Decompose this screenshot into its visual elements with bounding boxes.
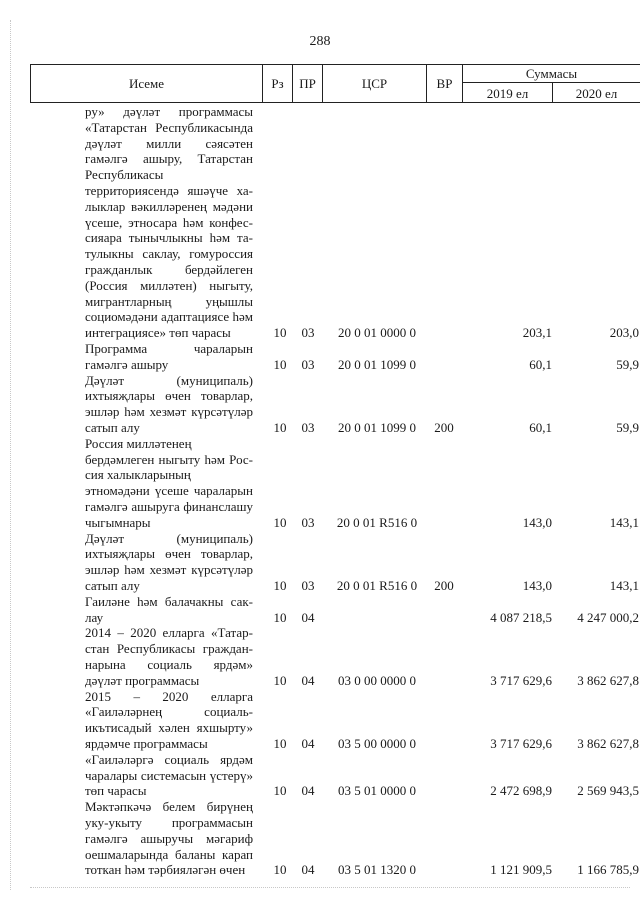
row-name-line: сия халыкларының <box>85 467 191 483</box>
row-name-line: тулыкны саклау, гомуроссия <box>85 246 253 262</box>
header-bottom-rule <box>30 102 640 103</box>
row-name <box>85 531 253 594</box>
row-name-line: территориясендә яшәүче ха- <box>85 182 253 198</box>
page-number: 288 <box>309 34 331 49</box>
row-name <box>85 104 253 341</box>
cell-sum-2020: 59,9 <box>616 419 639 435</box>
cell-rz: 10 <box>273 783 287 799</box>
row-name <box>85 594 253 626</box>
cell-csr: 20 0 01 1099 0 <box>338 356 416 372</box>
cell-sum-2019: 3 717 629,6 <box>490 672 552 688</box>
row-name-line: ру» дәүләт программасы <box>85 104 253 119</box>
cell-rz: 10 <box>273 514 287 530</box>
cell-sum-2020: 143,1 <box>609 577 639 593</box>
row-name <box>85 799 253 878</box>
header-rz: Рз <box>271 76 284 91</box>
row-name-line: 2015 – 2020 елларга <box>85 688 253 704</box>
cell-csr: 03 5 01 0000 0 <box>338 783 416 799</box>
table-row <box>0 341 640 373</box>
row-name <box>85 373 253 436</box>
row-name <box>85 341 253 373</box>
cell-pr: 04 <box>301 783 315 799</box>
row-name-line: тоткан һәм тәрбияләгән өчен <box>85 862 246 878</box>
row-name-line: Мәктәпкәчә белем бирүнең <box>85 799 253 815</box>
row-name-line: сияара тынычлыкны һәм та- <box>85 230 253 246</box>
cell-sum-2019: 143,0 <box>522 514 552 530</box>
row-name-line: уку-укыту программасын <box>85 814 253 830</box>
cell-vr: 200 <box>434 419 454 435</box>
row-name-line: гамәлгә ашыру, Татарстан <box>85 151 253 167</box>
row-name <box>85 752 253 799</box>
row-name-line: чыгымнары <box>85 514 151 530</box>
cell-csr: 03 5 01 1320 0 <box>338 862 416 878</box>
cell-rz: 10 <box>273 325 287 341</box>
row-name-line: Республикасы <box>85 167 164 183</box>
row-name-line: мигрантларның уңышлы <box>85 293 253 309</box>
row-name-line: сатып алу <box>85 577 140 593</box>
row-name-line: (Россия милләтен) ныгыту, <box>85 277 253 293</box>
header-top-rule <box>30 64 640 65</box>
cell-sum-2020: 3 862 627,8 <box>577 672 639 688</box>
cell-rz: 10 <box>273 577 287 593</box>
cell-rz: 10 <box>273 356 287 372</box>
header-sums-rule <box>462 82 640 83</box>
header-sums: Суммасы <box>525 66 578 81</box>
row-name-line: дәүләт милли сәясәтен <box>85 135 253 151</box>
cell-sum-2019: 4 087 218,5 <box>490 609 552 625</box>
row-name-line: этномәдәни үсеше чараларын <box>85 483 253 499</box>
cell-vr: 200 <box>434 577 454 593</box>
row-name-line: нарына социаль ярдәм» <box>85 656 253 672</box>
row-name-line: эшләр һәм хезмәт күрсәтүләр <box>85 562 253 578</box>
row-name-line: Россия милләтенең <box>85 435 192 451</box>
table-row <box>0 752 640 799</box>
header-year-2019: 2019 ел <box>486 86 529 101</box>
cell-csr: 20 0 01 0000 0 <box>338 325 416 341</box>
table-row <box>0 436 640 531</box>
row-name-line: үсеше, этносара һәм конфес- <box>85 214 253 230</box>
cell-sum-2019: 60,1 <box>529 356 552 372</box>
row-name-line: Гаиләне һәм балачакны сак- <box>85 593 253 609</box>
row-name-line: «Гаиләләргә социаль ярдәм <box>85 751 253 767</box>
cell-sum-2020: 1 166 785,9 <box>577 862 639 878</box>
row-name-line: оешмаларында баланы карап <box>85 846 253 862</box>
cell-csr: 03 0 00 0000 0 <box>338 672 416 688</box>
table-row <box>0 799 640 878</box>
row-name-line: интеграциясе» төп чарасы <box>85 325 231 341</box>
table-row <box>0 373 640 436</box>
cell-sum-2019: 60,1 <box>529 419 552 435</box>
row-name <box>85 689 253 752</box>
row-name <box>85 436 253 531</box>
row-name-line: «Гаиләләрнең социаль- <box>85 704 253 720</box>
cell-pr: 03 <box>301 325 315 341</box>
cell-sum-2019: 2 472 698,9 <box>490 783 552 799</box>
row-name-line: ихтыяҗлары өчен товарлар, <box>85 388 253 404</box>
header-pr: ПР <box>299 76 316 91</box>
table-row <box>0 594 640 626</box>
row-name-line: Дәүләт (муниципаль) <box>85 372 253 388</box>
scan-bottom-dots <box>30 887 630 889</box>
cell-pr: 04 <box>301 735 315 751</box>
row-name-line: социомәдәни адаптациясе һәм <box>85 309 253 325</box>
cell-csr: 20 0 01 R516 0 <box>336 514 418 530</box>
row-name-line: Программа чараларын <box>85 341 253 356</box>
row-name-line: гражданлык бердәйлеген <box>85 261 253 277</box>
row-name-line: төп чарасы <box>85 783 147 799</box>
header-name: Исеме <box>128 76 165 91</box>
table-row <box>0 104 640 341</box>
cell-sum-2019: 203,1 <box>522 325 552 341</box>
cell-csr: 20 0 01 1099 0 <box>338 419 416 435</box>
row-name-line: дәүләт программасы <box>85 672 200 688</box>
cell-sum-2020: 203,0 <box>609 325 639 341</box>
row-name-line: ярдәмче программасы <box>85 735 208 751</box>
table-row <box>0 689 640 752</box>
row-name <box>85 625 253 688</box>
cell-pr: 04 <box>301 609 315 625</box>
row-name-line: ихтыяҗлары өчен товарлар, <box>85 546 253 562</box>
row-name-line: лау <box>85 609 104 625</box>
cell-pr: 03 <box>301 514 315 530</box>
row-name-line: чаралары системасын үстерү» <box>85 767 253 783</box>
row-name-line: стан Республикасы граждан- <box>85 641 253 657</box>
cell-sum-2020: 2 569 943,5 <box>577 783 639 799</box>
row-name-line: эшләр һәм хезмәт күрсәтүләр <box>85 404 253 420</box>
row-name-line: 2014 – 2020 елларга «Татар- <box>85 625 253 641</box>
cell-pr: 03 <box>301 356 315 372</box>
cell-rz: 10 <box>273 862 287 878</box>
row-name-line: сатып алу <box>85 419 140 435</box>
row-name-line: лыклар вәкилләренең мәдәни <box>85 198 253 214</box>
row-name-line: гамәлгә ашыруга финанслашу <box>85 498 253 514</box>
cell-sum-2020: 59,9 <box>616 356 639 372</box>
cell-rz: 10 <box>273 419 287 435</box>
cell-sum-2019: 1 121 909,5 <box>490 862 552 878</box>
row-name-line: Дәүләт (муниципаль) <box>85 530 253 546</box>
table-row <box>0 531 640 594</box>
row-name-line: бердәмлеген ныгыту һәм Рос- <box>85 451 253 467</box>
row-name-line: «Татарстан Республикасында <box>85 119 253 135</box>
cell-rz: 10 <box>273 735 287 751</box>
header-csr: ЦСР <box>361 76 388 91</box>
table-row <box>0 625 640 688</box>
cell-pr: 04 <box>301 672 315 688</box>
cell-csr: 20 0 01 R516 0 <box>336 577 418 593</box>
cell-rz: 10 <box>273 672 287 688</box>
cell-sum-2020: 143,1 <box>609 514 639 530</box>
row-name-line: икътисадый хәлен яхшырту» <box>85 720 253 736</box>
row-name-line: гамәлгә ашыручы мәгариф <box>85 830 253 846</box>
cell-pr: 04 <box>301 862 315 878</box>
cell-csr: 03 5 00 0000 0 <box>338 735 416 751</box>
cell-rz: 10 <box>273 609 287 625</box>
cell-sum-2019: 143,0 <box>522 577 552 593</box>
cell-pr: 03 <box>301 419 315 435</box>
cell-pr: 03 <box>301 577 315 593</box>
header-vr: ВР <box>436 76 453 91</box>
header-year-2020: 2020 ел <box>575 86 618 101</box>
cell-sum-2019: 3 717 629,6 <box>490 735 552 751</box>
cell-sum-2020: 3 862 627,8 <box>577 735 639 751</box>
cell-sum-2020: 4 247 000,2 <box>577 609 639 625</box>
row-name-line: гамәлгә ашыру <box>85 356 169 372</box>
